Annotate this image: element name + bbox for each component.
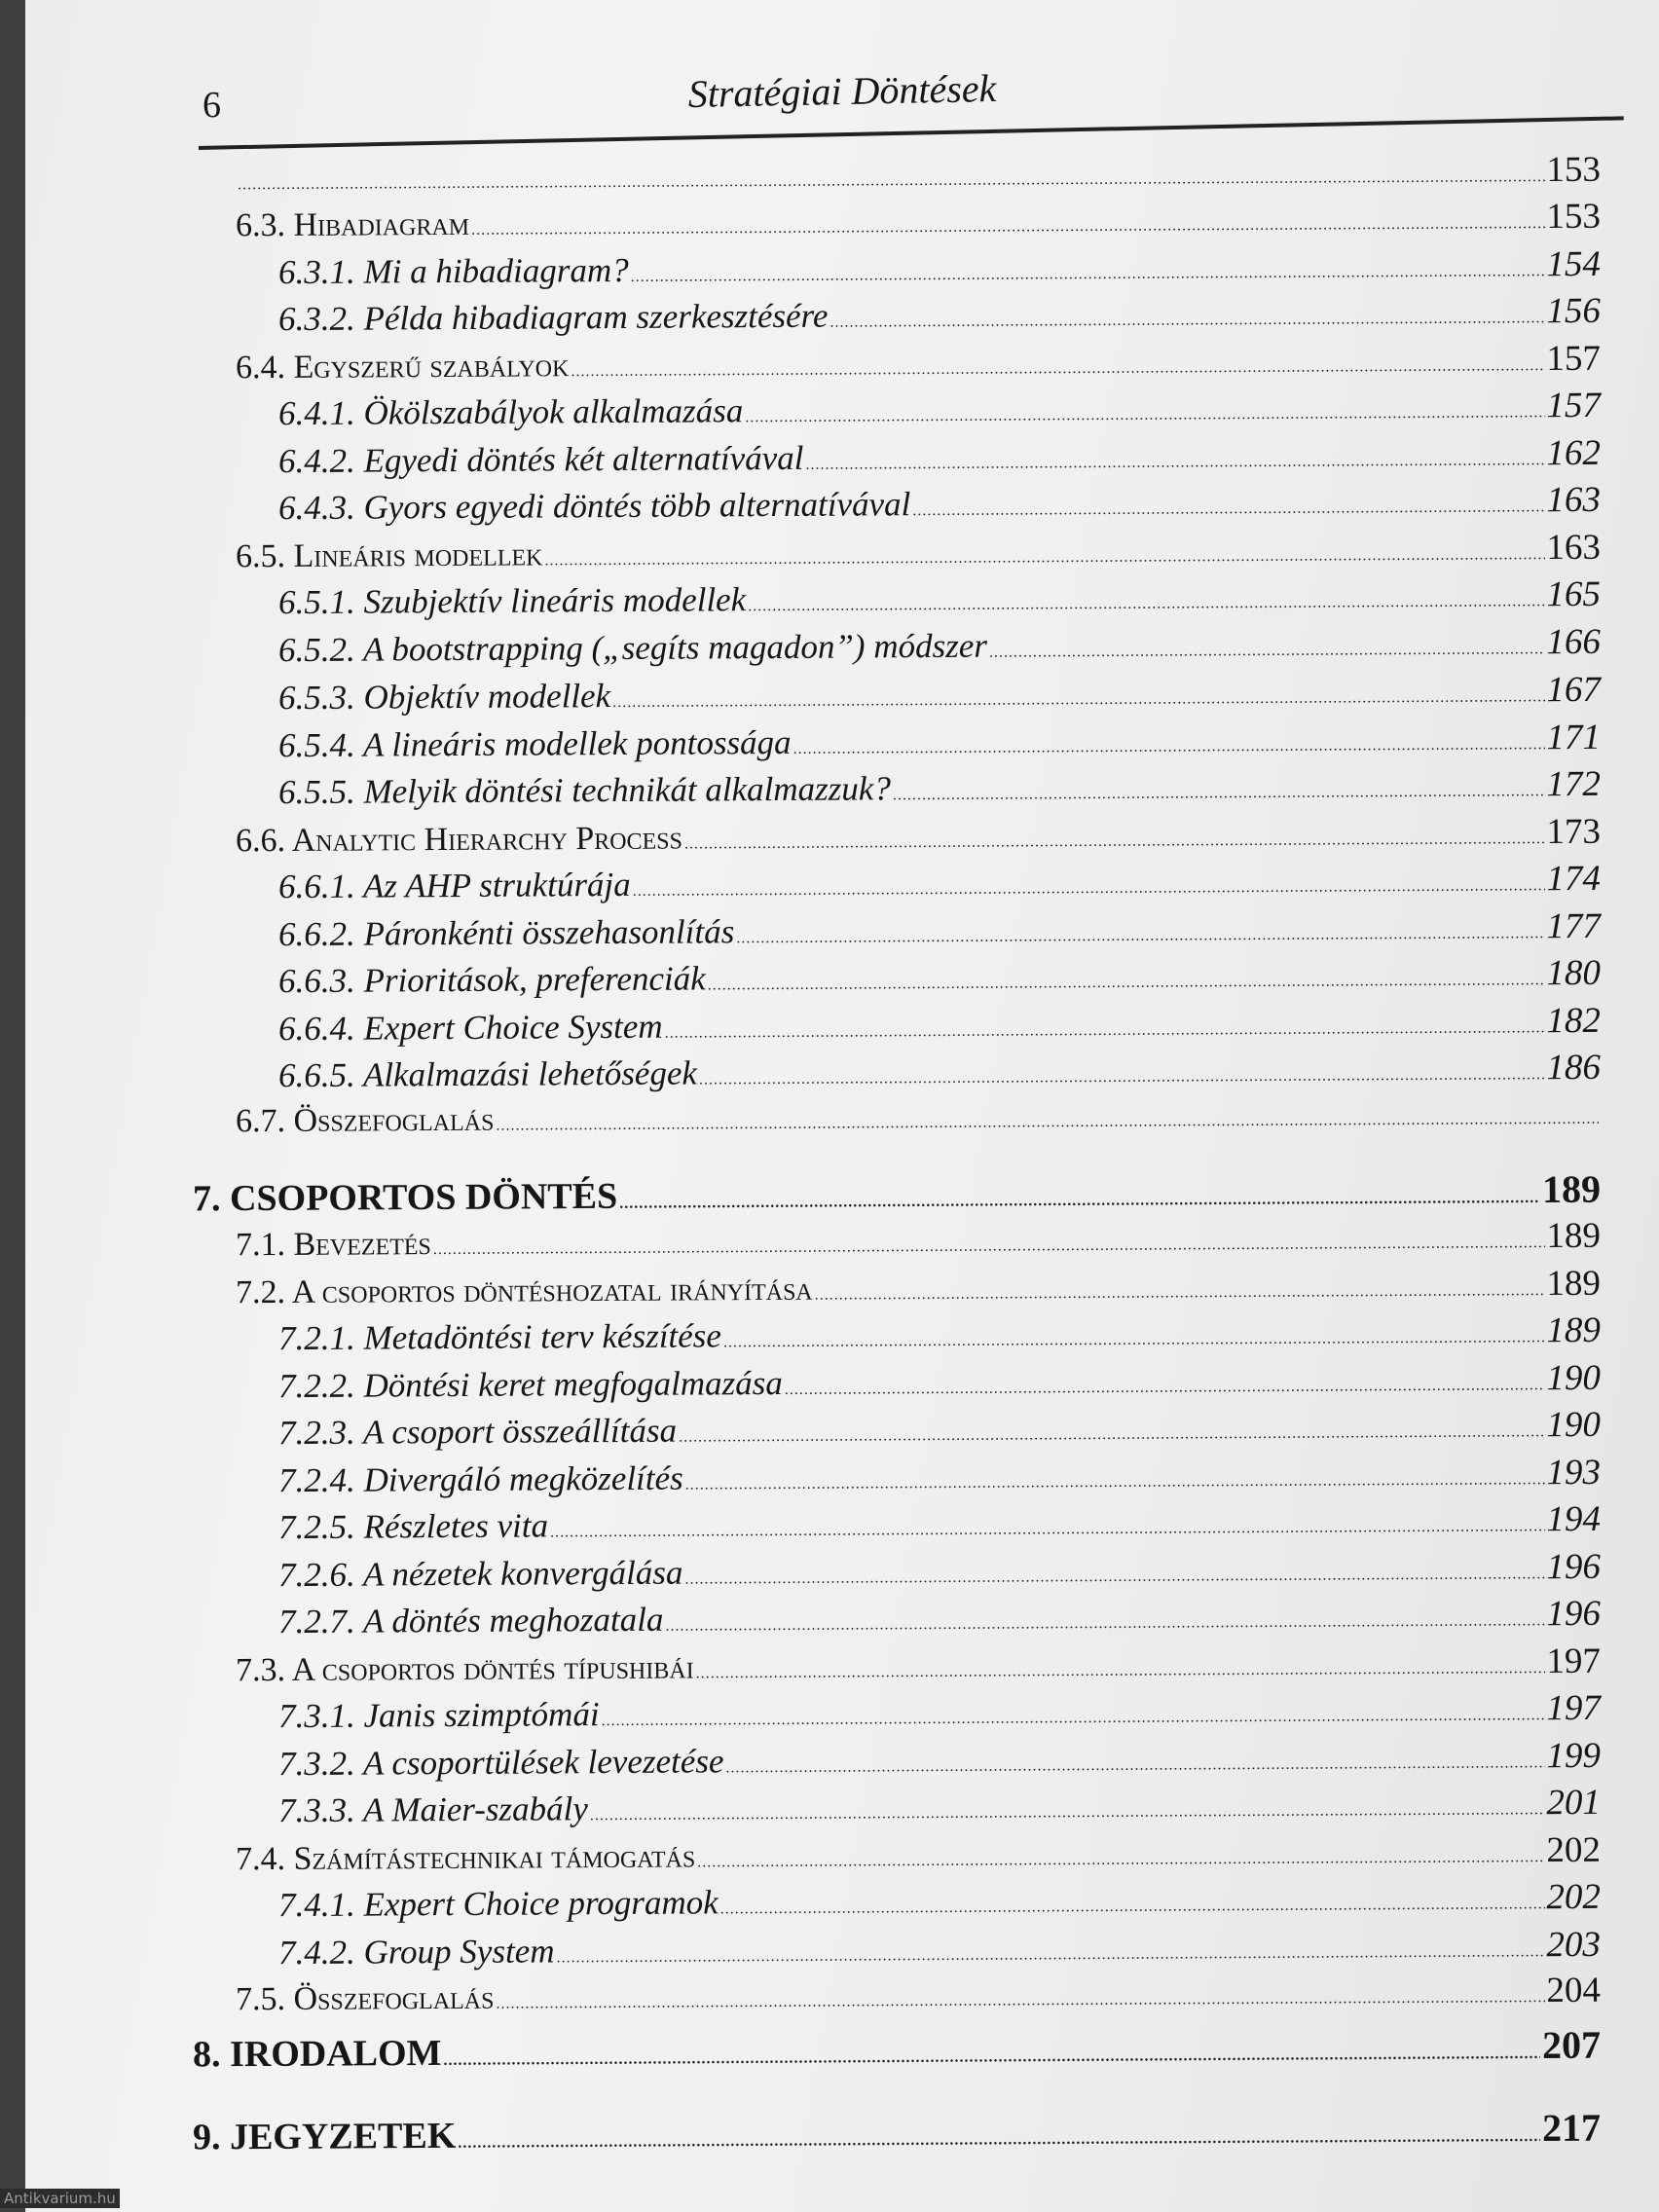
toc-entry-title: 6.3. Hibadiagram bbox=[235, 205, 470, 244]
toc-entry bbox=[278, 387, 1601, 431]
toc-entry bbox=[277, 1876, 1602, 1925]
toc-leader-dots bbox=[785, 1378, 1545, 1398]
toc-entry bbox=[277, 290, 1602, 339]
toc-entry-title: 7.4. Számítástechnikai támogatás bbox=[235, 1838, 696, 1878]
toc-leader-dots bbox=[815, 1283, 1545, 1304]
toc-entry bbox=[235, 1263, 1602, 1311]
toc-entry-title: 7.2.3. A csoport összeállítása bbox=[277, 1411, 678, 1453]
toc-entry-title: 6.7. Összefoglalás bbox=[235, 1101, 495, 1140]
toc-entry-page: 207 bbox=[1541, 2022, 1602, 2067]
book-page bbox=[25, 0, 1659, 2212]
toc-leader-dots bbox=[633, 878, 1545, 900]
toc-entry bbox=[235, 196, 1602, 244]
toc-entry-page: 166 bbox=[1546, 621, 1602, 663]
running-title: Stratégiai Döntések bbox=[687, 65, 997, 117]
toc-leader-dots bbox=[699, 1067, 1545, 1088]
toc-entry-title: 9. JEGYZETEK bbox=[192, 2115, 457, 2158]
toc-entry-page: 153 bbox=[1546, 149, 1602, 191]
toc-entry bbox=[277, 669, 1602, 718]
toc-entry-page: 189 bbox=[1546, 1309, 1602, 1351]
toc-entry-title: 6.5.4. A lineáris modellek pontossága bbox=[277, 722, 792, 765]
toc-entry-title: 7. CSOPORTOS DÖNTÉS bbox=[192, 1175, 618, 1220]
toc-leader-dots bbox=[723, 1330, 1545, 1350]
toc-entry-title: 6.5.3. Objektív modellek bbox=[277, 677, 611, 718]
toc-leader-dots bbox=[748, 594, 1544, 614]
toc-entry-page: 165 bbox=[1546, 573, 1602, 615]
toc-entry-title: 6.5.2. A bootstrapping („segíts magadon”) módszer bbox=[277, 626, 988, 670]
toc-entry bbox=[277, 1357, 1602, 1406]
toc-leader-dots bbox=[602, 1708, 1545, 1729]
toc-leader-dots bbox=[471, 216, 1545, 239]
toc-entry-page: 194 bbox=[1546, 1498, 1602, 1540]
toc-entry-title: 6.3.1. Mi a hibadiagram? bbox=[277, 250, 629, 292]
toc-entry bbox=[235, 1829, 1602, 1878]
toc-entry bbox=[277, 479, 1602, 528]
toc-entry bbox=[277, 432, 1602, 481]
toc-entry bbox=[192, 1166, 1602, 1220]
toc-leader-dots bbox=[433, 1235, 1545, 1258]
toc-entry bbox=[192, 2105, 1602, 2158]
toc-entry-title: 6.5. Lineáris modellek bbox=[235, 536, 543, 575]
toc-leader-dots bbox=[590, 1802, 1545, 1824]
toc-entry-page: 197 bbox=[1546, 1687, 1602, 1729]
toc-entry-page: 196 bbox=[1546, 1546, 1602, 1588]
toc-entry-title: 7.4.2. Group System bbox=[277, 1932, 555, 1972]
toc-entry bbox=[235, 1215, 1602, 1264]
toc-entry bbox=[277, 1452, 1602, 1500]
toc-entry-page: 180 bbox=[1546, 952, 1602, 994]
toc-entry-page: 197 bbox=[1546, 1641, 1602, 1682]
toc-entry-title: 7.2.6. A nézetek konvergálása bbox=[277, 1553, 683, 1595]
toc-entry bbox=[277, 1047, 1602, 1095]
toc-entry-title: 6.5.5. Melyik döntési technikát alkalmazzuk? bbox=[277, 769, 891, 812]
toc-entry-page: 190 bbox=[1546, 1404, 1602, 1446]
toc-entry bbox=[277, 1000, 1602, 1049]
toc-entry bbox=[277, 1309, 1602, 1358]
toc-leader-dots bbox=[612, 689, 1544, 711]
toc-entry-page: 163 bbox=[1546, 527, 1602, 569]
toc-entry bbox=[277, 905, 1602, 954]
toc-entry-title: 7.3.3. A Maier-szabály bbox=[277, 1789, 588, 1830]
toc-entry-page: 193 bbox=[1546, 1452, 1602, 1493]
toc-leader-dots bbox=[736, 926, 1544, 946]
toc-entry bbox=[277, 573, 1602, 622]
toc-entry bbox=[236, 1972, 1601, 2017]
toc-leader-dots bbox=[685, 1472, 1545, 1493]
toc-entry-title: 7.1. Bevezetés bbox=[235, 1226, 431, 1264]
toc-entry-page: 202 bbox=[1546, 1829, 1602, 1871]
toc-entry-page: 163 bbox=[1546, 479, 1602, 521]
toc-entry-title: 7.2.4. Divergáló megközelítés bbox=[277, 1458, 683, 1500]
watermark: Antikvarium.hu bbox=[0, 2189, 120, 2208]
toc-entry-title: 7.2.5. Részletes vita bbox=[277, 1506, 549, 1547]
toc-entry bbox=[235, 811, 1602, 860]
toc-leader-dots bbox=[544, 547, 1544, 569]
toc-entry-title: 6.6.4. Expert Choice System bbox=[277, 1007, 663, 1049]
toc-leader-dots bbox=[458, 2129, 1540, 2152]
toc-leader-dots bbox=[443, 2046, 1540, 2069]
toc-entry-title: 7.2.2. Döntési keret megfogalmazása bbox=[277, 1363, 783, 1406]
toc-entry bbox=[236, 149, 1602, 197]
toc-entry-title: 7.3.1. Janis szimptómái bbox=[277, 1695, 600, 1736]
toc-entry bbox=[235, 527, 1602, 575]
toc-leader-dots bbox=[684, 831, 1545, 852]
toc-entry bbox=[192, 2022, 1602, 2076]
toc-entry-title: 6.6.2. Páronkénti összehasonlítás bbox=[277, 912, 735, 954]
toc-entry-page: 199 bbox=[1546, 1735, 1602, 1777]
toc-entry-title: 6.4. Egyszerű szabályok bbox=[235, 348, 570, 387]
toc-entry-page: 156 bbox=[1546, 290, 1602, 332]
toc-entry-title: 7.2.7. A döntés meghozatala bbox=[277, 1600, 664, 1641]
toc-entry bbox=[277, 1498, 1602, 1547]
toc-leader-dots bbox=[496, 1112, 1599, 1134]
toc-entry-title: 6.6. Analytic Hierarchy Process bbox=[235, 820, 683, 860]
toc-leader-dots bbox=[665, 1020, 1545, 1042]
toc-leader-dots bbox=[720, 1897, 1545, 1917]
toc-leader-dots bbox=[805, 453, 1544, 473]
toc-entry bbox=[277, 621, 1602, 670]
toc-entry bbox=[236, 1643, 1601, 1688]
toc-leader-dots bbox=[619, 1191, 1540, 1212]
toc-entry-title: 7.4.1. Expert Choice programok bbox=[277, 1883, 719, 1925]
toc-entry-page: 190 bbox=[1546, 1357, 1602, 1399]
toc-leader-dots bbox=[912, 499, 1544, 519]
toc-leader-dots bbox=[571, 358, 1544, 380]
toc-leader-dots bbox=[684, 1567, 1544, 1587]
toc-entry-page: 196 bbox=[1546, 1593, 1602, 1635]
toc-entry bbox=[277, 1546, 1602, 1595]
toc-leader-dots bbox=[893, 784, 1545, 803]
toc-entry-page: 157 bbox=[1546, 338, 1602, 380]
toc-entry-title: 6.4.1. Ökölszabályok alkalmazása bbox=[277, 391, 744, 433]
toc-entry-page: 167 bbox=[1546, 669, 1602, 711]
toc-entry bbox=[277, 1924, 1602, 1972]
toc-leader-dots bbox=[725, 1755, 1544, 1776]
toc-entry bbox=[277, 243, 1602, 292]
toc-leader-dots bbox=[679, 1424, 1545, 1445]
toc-entry-page: 189 bbox=[1546, 1215, 1602, 1257]
toc-entry bbox=[277, 1687, 1602, 1736]
toc-leader-dots bbox=[793, 737, 1545, 757]
toc-entry-title: 6.4.3. Gyors egyedi döntés több alternatívával bbox=[277, 485, 911, 528]
toc-entry-page: 203 bbox=[1546, 1924, 1602, 1966]
toc-entry bbox=[236, 1097, 1601, 1139]
toc-entry-page: 204 bbox=[1546, 1970, 1602, 2011]
toc-entry-title: 7.2.1. Metadöntési terv készítése bbox=[277, 1316, 722, 1358]
toc-leader-dots bbox=[665, 1613, 1544, 1635]
toc-entry-title: 7.5. Összefoglalás bbox=[235, 1979, 495, 2018]
toc-entry-page: 189 bbox=[1546, 1263, 1602, 1305]
toc-leader-dots bbox=[557, 1944, 1545, 1966]
toc-entry bbox=[277, 763, 1602, 812]
toc-entry-page: 202 bbox=[1546, 1876, 1602, 1918]
toc-entry-page: 157 bbox=[1546, 385, 1602, 426]
toc-entry-title: 6.3.2. Példa hibadiagram szerkesztésére bbox=[277, 296, 829, 339]
toc-leader-dots bbox=[989, 642, 1545, 660]
toc-entry-page: 153 bbox=[1546, 196, 1602, 238]
toc-leader-dots bbox=[631, 264, 1545, 285]
toc-entry-page: 201 bbox=[1546, 1782, 1602, 1824]
toc-entry-title: 6.6.3. Prioritások, preferenciák bbox=[277, 959, 706, 1001]
toc-leader-dots bbox=[696, 1661, 1545, 1681]
toc-entry-page: 171 bbox=[1546, 717, 1602, 758]
toc-leader-dots bbox=[745, 405, 1544, 425]
toc-entry-title: 8. IRODALOM bbox=[192, 2032, 442, 2076]
toc-entry-title: 7.3. A csoportos döntés típushibái bbox=[235, 1649, 694, 1689]
toc-entry-title: 7.3.2. A csoportülések levezetése bbox=[277, 1742, 724, 1784]
toc-entry-title: 6.6.5. Alkalmazási lehetőségek bbox=[277, 1053, 698, 1095]
toc-entry bbox=[277, 1782, 1602, 1830]
toc-entry bbox=[277, 952, 1602, 1001]
toc-leader-dots bbox=[496, 1990, 1544, 2012]
toc-entry-page: 182 bbox=[1546, 1000, 1602, 1042]
page-number: 6 bbox=[203, 85, 221, 126]
toc-leader-dots bbox=[697, 1850, 1544, 1870]
toc-entry-page: 174 bbox=[1546, 858, 1602, 900]
toc-entry-page: 189 bbox=[1541, 1166, 1602, 1211]
toc-entry-title: 6.4.2. Egyedi döntés két alternatívával bbox=[277, 438, 804, 481]
toc-leader-dots bbox=[238, 169, 1545, 193]
toc-entry-page: 186 bbox=[1546, 1047, 1602, 1088]
toc-entry bbox=[277, 1735, 1602, 1784]
toc-entry bbox=[278, 719, 1601, 763]
toc-leader-dots bbox=[550, 1519, 1545, 1540]
toc-entry-page: 162 bbox=[1546, 432, 1602, 474]
toc-entry-page: 154 bbox=[1546, 243, 1602, 285]
toc-leader-dots bbox=[830, 311, 1544, 330]
toc-entry-title: 6.6.1. Az AHP struktúrája bbox=[277, 865, 631, 906]
toc-entry-page: 172 bbox=[1546, 763, 1602, 805]
toc-entry-title: 7.2. A csoportos döntéshozatal irányítása bbox=[235, 1271, 813, 1311]
toc-entry-page: 217 bbox=[1541, 2105, 1602, 2150]
toc-entry bbox=[235, 338, 1602, 387]
toc-leader-dots bbox=[708, 973, 1545, 993]
toc-entry-page: 173 bbox=[1546, 811, 1602, 853]
toc-entry-page: 177 bbox=[1546, 905, 1602, 947]
toc-entry bbox=[277, 1593, 1602, 1641]
toc-entry-title: 6.5.1. Szubjektív lineáris modellek bbox=[277, 580, 747, 622]
toc-entry bbox=[277, 1404, 1602, 1453]
toc-entry bbox=[277, 858, 1602, 906]
